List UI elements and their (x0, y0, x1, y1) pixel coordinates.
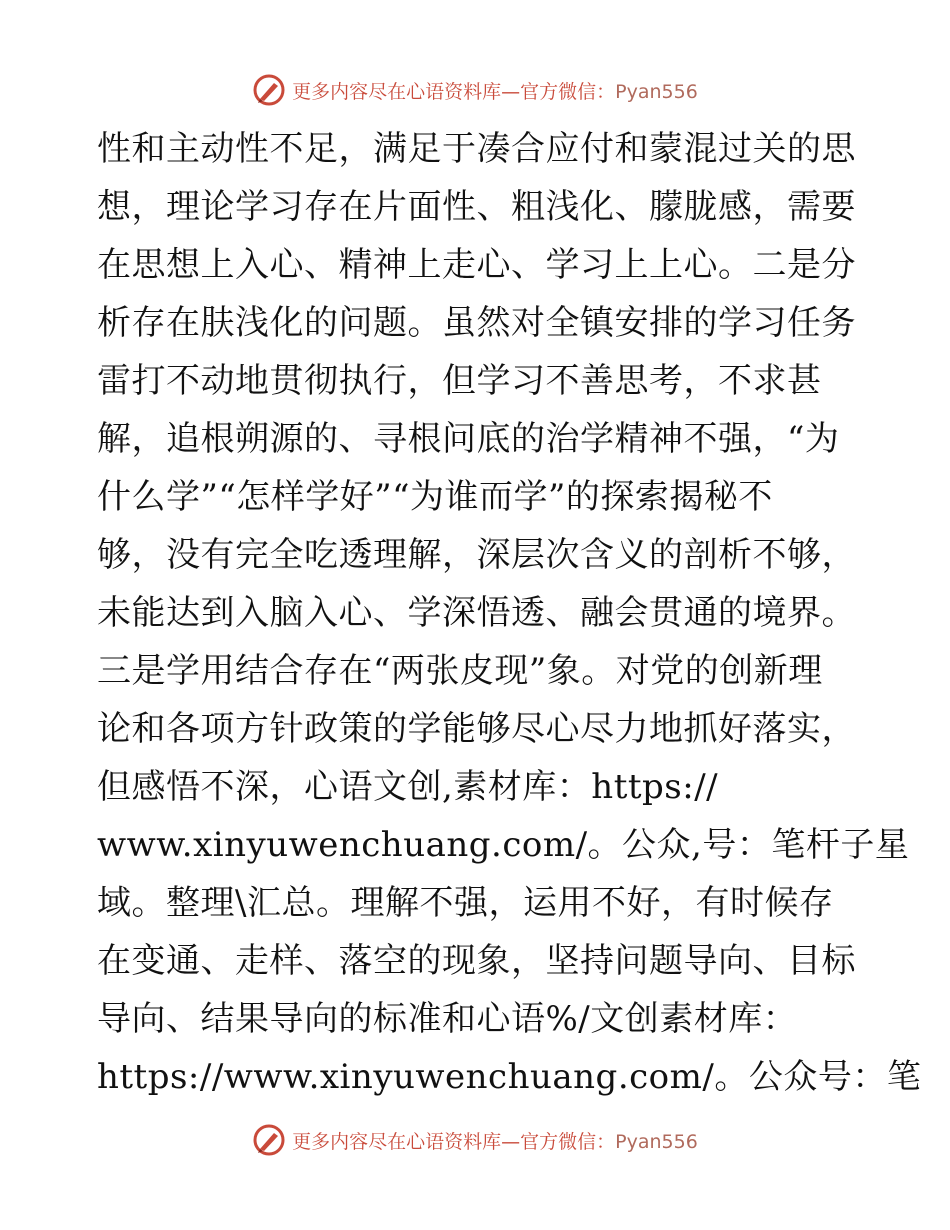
text-line: https://www.xinyuwenchuang.com/。公众号：笔 (97, 1057, 922, 1097)
text-line: 解，追根朔源的、寻根问底的治学精神不强，“为 (97, 419, 840, 459)
text-line: 在变通、走样、落空的现象，坚持问题导向、目标 (97, 941, 856, 981)
text-line: 三是学用结合存在“两张皮现”象。对党的创新理 (97, 651, 823, 691)
banner-wechat-id: Pyan556 (615, 1130, 698, 1153)
text-line: 想，理论学习存在片面性、粗浅化、朦胧感，需要 (97, 187, 856, 227)
text-line: 性和主动性不足，满足于凑合应付和蒙混过关的思 (97, 129, 856, 169)
text-line: 什么学”“怎样学好”“为谁而学”的探索揭秘不 (97, 477, 773, 517)
text-line: 在思想上入心、精神上走心、学习上上心。二是分 (97, 245, 856, 285)
header-banner (0, 70, 950, 110)
banner-wechat-id: Pyan556 (615, 80, 698, 103)
text-line: 域。整理\汇总。理解不强，运用不好，有时候存 (97, 883, 834, 923)
text-line: 未能达到入脑入心、学深悟透、融会贯通的境界。 (97, 593, 856, 633)
text-line: 论和各项方针政策的学能够尽心尽力地抓好落实， (97, 709, 856, 749)
text-line: 但感悟不深，心语文创,素材库：https:// (97, 767, 719, 807)
pen-logo-icon (252, 73, 286, 107)
text-line: 雷打不动地贯彻执行，但学习不善思考，不求甚 (97, 361, 822, 401)
text-line: 析存在肤浅化的问题。虽然对全镇安排的学习任务 (97, 303, 856, 343)
footer-banner (0, 1120, 950, 1160)
text-line: 导向、结果导向的标准和心语%/文创素材库： (97, 999, 798, 1039)
text-line: www.xinyuwenchuang.com/。公众,号：笔杆子星 (97, 825, 910, 865)
text-line: 够，没有完全吃透理解，深层次含义的剖析不够， (97, 535, 856, 575)
document-body (97, 120, 922, 1106)
banner-text: 更多内容尽在心语资料库—官方微信：Pyan556 (292, 80, 698, 103)
pen-logo-icon (252, 1123, 286, 1157)
banner-text: 更多内容尽在心语资料库—官方微信：Pyan556 (292, 1130, 698, 1153)
